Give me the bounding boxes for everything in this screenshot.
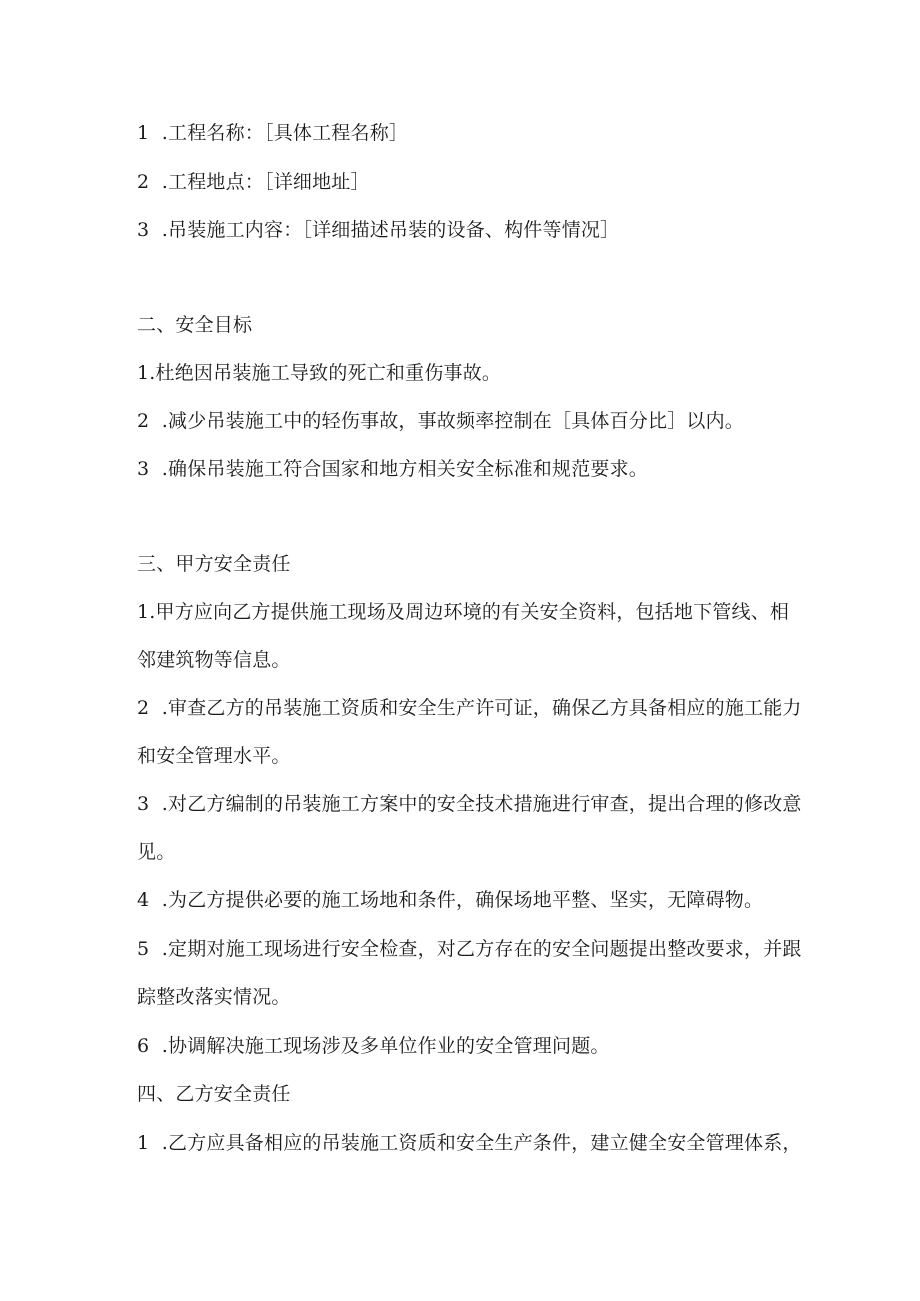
party-a-item-line: 1.甲方应向乙方提供施工现场及周边环境的有关安全资料，包括地下管线、相 bbox=[137, 601, 790, 623]
safety-goal-item: 2 .减少吊装施工中的轻伤事故，事故频率控制在［具体百分比］以内。 bbox=[137, 410, 745, 432]
safety-goal-item: 1.杜绝因吊装施工导致的死亡和重伤事故。 bbox=[137, 362, 502, 384]
party-a-item-line: 3 .对乙方编制的吊装施工方案中的安全技术措施进行审查，提出合理的修改意 bbox=[137, 793, 802, 815]
party-a-item-line: 6 .协调解决施工现场涉及多单位作业的安全管理问题。 bbox=[137, 1035, 610, 1057]
party-a-item-line: 5 .定期对施工现场进行安全检查，对乙方存在的安全问题提出整改要求，并跟 bbox=[137, 938, 802, 960]
party-a-item-line: 见。 bbox=[137, 841, 176, 863]
party-b-item-line: 1 .乙方应具备相应的吊装施工资质和安全生产条件，建立健全安全管理体系， bbox=[137, 1132, 802, 1154]
party-a-item-line: 和安全管理水平。 bbox=[137, 745, 291, 767]
safety-goal-item: 3 .确保吊装施工符合国家和地方相关安全标准和规范要求。 bbox=[137, 458, 649, 480]
party-a-item-line: 邻建筑物等信息。 bbox=[137, 649, 291, 671]
project-name-line: 1 .工程名称：［具体工程名称］ bbox=[137, 122, 409, 144]
party-a-item-line: 4 .为乙方提供必要的施工场地和条件，确保场地平整、坚实，无障碍物。 bbox=[137, 889, 764, 911]
section-heading-party-b: 四、乙方安全责任 bbox=[137, 1083, 291, 1105]
section-heading-party-a: 三、甲方安全责任 bbox=[137, 553, 291, 575]
lifting-content-line: 3 .吊装施工内容：［详细描述吊装的设备、构件等情况］ bbox=[137, 219, 620, 241]
party-a-item-line: 踪整改落实情况。 bbox=[137, 986, 291, 1008]
party-a-item-line: 2 .审查乙方的吊装施工资质和安全生产许可证，确保乙方具备相应的施工能力 bbox=[137, 697, 802, 719]
project-location-line: 2 .工程地点：［详细地址］ bbox=[137, 171, 370, 193]
section-heading-safety-goals: 二、安全目标 bbox=[137, 314, 253, 336]
